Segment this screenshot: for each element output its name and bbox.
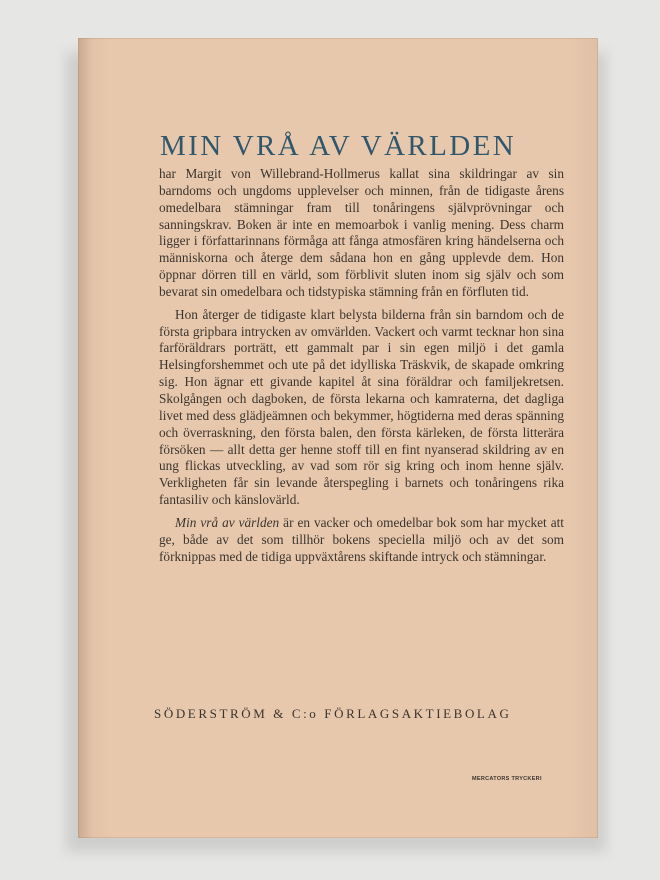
publisher-name: SÖDERSTRÖM & C:o FÖRLAGSAKTIEBOLAG: [154, 706, 512, 721]
blurb-paragraph-1: har Margit von Willebrand-Hollmerus kallat sina skildringar av sin barndoms och ungdoms upplevelser och minnen, från de tidigaste årens omedelbara stämningar fram till tonåringens självprövningar och sanningskrav. Boken är inte en memoarbok i vanlig mening. Dess charm ligger i författarinnans förmåga att fånga atmosfären kring händelserna och människorna och återge dem sådana hon en gång upplevde dem. Hon öppnar dörren till en värld, som förblivit sluten inom sig själv och som bevarat sin omedelbara och tidstypiska stämning från en förfluten tid.: [159, 166, 564, 299]
book-title-italic: Min vrå av världen: [175, 514, 280, 530]
blurb-text: [159, 166, 564, 565]
blurb-paragraph-2: Hon återger de tidigaste klart belysta bilderna från sin barndom och de första gripbara intrycken av omvärlden. Vackert och varmt tecknar hon sina farföräldrars porträtt, ett gammalt par i sin egen miljö i det gamla Helsingforshemmet och ute på det idylliska Träskvik, de skapade omkring sig. Hon ägnar ett givande kapitel åt sina föräldrar och familjekretsen. Skolgången och dagboken, de första lekarna och kamraterna, det dagliga livet med dess glädjeämnen och bekymmer, högtiderna med deras spänning och överraskning, den första balen, den första kärleken, de första litterära försöken — allt detta ger henne stoff till en fint nyanserad skildring av en ung flickas utveckling, av vad som rör sig kring och inom henne själv. Verkligheten får sin levande återspegling i barnets och tonåringens rika fantasiliv och känslovärld.: [159, 306, 564, 508]
spine-edge: [78, 38, 92, 838]
blurb-paragraph-3-rest: är en vacker och omedelbar bok som har mycket att ge, både av det som tillhör bokens speciella miljö och av det som förknippas med de tidiga uppväxtårens skiftande intryck och stämningar.: [159, 514, 564, 564]
printer-name: MERCATORS TRYCKERI: [472, 776, 542, 782]
blurb-paragraph-3: [159, 515, 564, 566]
book-title: MIN VRÅ AV VÄRLDEN: [160, 130, 517, 162]
